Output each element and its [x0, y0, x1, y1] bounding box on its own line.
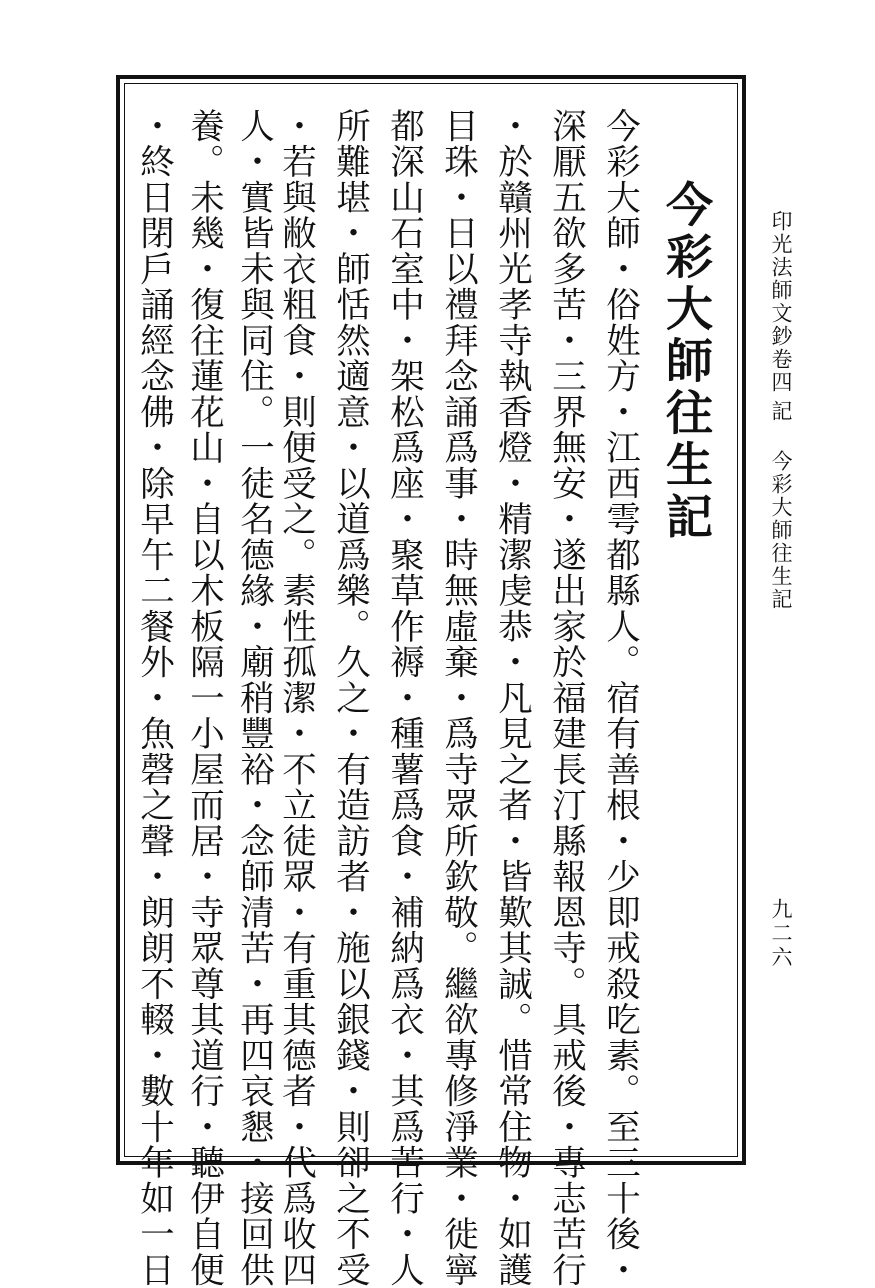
text-column-6: 所難堪・師恬然適意・以道爲樂。久之・有造訪者・施以銀錢・則卻之不受: [329, 108, 370, 1288]
text-column-2: 深厭五欲多苦・三界無安・遂出家於福建長汀縣報恩寺。具戒後・專志苦行: [545, 108, 586, 1288]
margin-book-title: 印光法師文鈔卷四: [769, 210, 793, 394]
margin-chapter-title: 今彩大師往生記: [769, 450, 793, 611]
text-column-1: 今彩大師・俗姓方・江西雩都縣人。宿有善根・少即戒殺吃素。至三十後・: [599, 108, 640, 1288]
text-column-7: ・若與敝衣粗食・則便受之。素性孤潔・不立徒眾・有重其德者・代爲收四: [275, 108, 316, 1288]
text-column-4: 目珠・日以禮拜念誦爲事・時無虛棄・爲寺眾所欽敬。繼欲專修淨業・徙寧: [437, 108, 478, 1288]
margin-category: 記: [769, 400, 793, 423]
margin-page-number: 九二六: [769, 898, 793, 970]
text-column-5: 都深山石室中・架松爲座・聚草作褥・種薯爲食・補納爲衣・其爲苦行・人: [383, 108, 424, 1288]
page-title: 今彩大師往生記: [658, 180, 713, 544]
text-column-10: ・終日閉戶誦經念佛・除早午二餐外・魚磬之聲・朗朗不輟・數十年如一日: [133, 108, 174, 1288]
text-column-8: 人・實皆未與同住。一徒名德緣・廟稍豐裕・念師清苦・再四哀懇・接回供: [233, 108, 274, 1288]
text-column-3: ・於贛州光孝寺執香燈・精潔虔恭・凡見之者・皆歎其誠。惜常住物・如護: [491, 108, 532, 1288]
text-column-9: 養。未幾・復往蓮花山・自以木板隔一小屋而居・寺眾尊其道行・聽伊自便: [183, 108, 224, 1288]
